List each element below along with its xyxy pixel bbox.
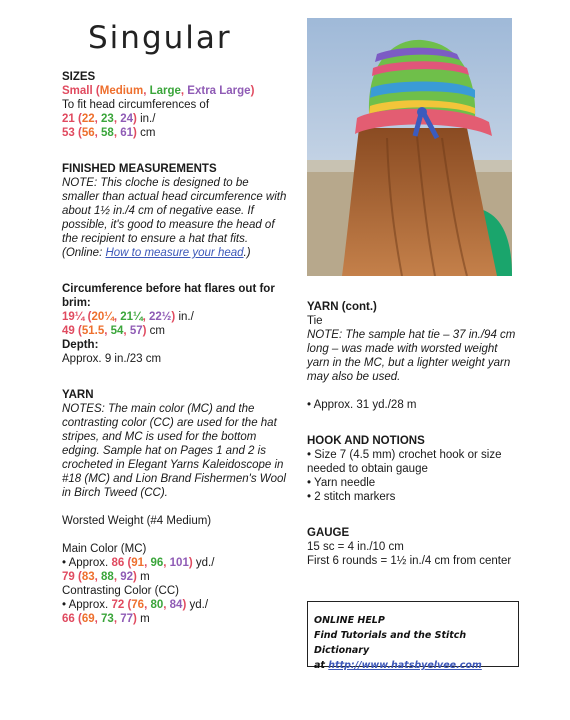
mc-meters: 79 (83, 88, 92) m	[62, 571, 150, 583]
circ-cm: 49 (51.5, 54, 57) cm	[62, 325, 165, 337]
cc-label: Contrasting Color (CC)	[62, 585, 179, 597]
cc-meters: 66 (69, 73, 77) m	[62, 613, 150, 625]
finished-heading: FINISHED MEASUREMENTS	[62, 163, 217, 175]
hook-item: • 2 stitch markers	[307, 491, 396, 503]
left-column	[62, 18, 287, 626]
finished-section	[62, 162, 287, 260]
depth-value: Approx. 9 in./23 cm	[62, 353, 162, 365]
circ-heading: Circumference before hat flares out for brim:	[62, 283, 275, 309]
tie-label: Tie	[307, 315, 323, 327]
yarn-weight: Worsted Weight (#4 Medium)	[62, 515, 212, 527]
measure-head-link[interactable]: How to measure your head	[105, 247, 244, 259]
gauge-line-1: 15 sc = 4 in./10 cm	[307, 541, 404, 553]
finished-note: NOTE: This cloche is designed to be smaller than actual head circumference with about 1½ in./4 cm of negative ease. If possible, it's good to measure the head of the recipient to ensure a hat that fits. (Online: How to measure your head.)	[62, 177, 287, 259]
circ-in: 19¼ (20¼, 21¼, 22½) in./	[62, 311, 194, 323]
sizes-section	[62, 70, 287, 140]
hook-section	[307, 434, 522, 504]
hook-heading: HOOK AND NOTIONS	[307, 435, 425, 447]
size-extra-large: Extra Large	[187, 85, 251, 97]
head-circ-cm: 53 (56, 58, 61) cm	[62, 127, 156, 139]
size-names: Small (Medium, Large, Extra Large)	[62, 85, 255, 97]
size-large: Large	[149, 85, 181, 97]
gauge-section	[307, 526, 522, 568]
sizes-heading: SIZES	[62, 71, 96, 83]
help-title: ONLINE HELP	[314, 615, 385, 626]
hat-photo	[307, 18, 512, 276]
gauge-line-2: First 6 rounds = 1½ in./4 cm from center	[307, 555, 512, 567]
online-help-box	[307, 601, 519, 671]
gauge-heading: GAUGE	[307, 527, 350, 539]
cc-yardage: • Approx. 72 (76, 80, 84) yd./	[62, 599, 209, 611]
hook-item: • Yarn needle	[307, 477, 376, 489]
head-circ-in: 21 (22, 23, 24) in./	[62, 113, 156, 125]
depth-heading: Depth:	[62, 339, 99, 351]
right-column	[307, 300, 522, 568]
help-url-link[interactable]: http://www.hatsbyelvee.com	[328, 660, 482, 671]
pattern-title: Singular	[88, 20, 232, 56]
help-url-line: at http://www.hatsbyelvee.com	[314, 660, 482, 671]
hat-photo-illustration	[307, 18, 512, 276]
yarn-section	[62, 388, 287, 626]
hook-item: • Size 7 (4.5 mm) crochet hook or size needed to obtain gauge	[307, 449, 502, 475]
mc-yardage: • Approx. 86 (91, 96, 101) yd./	[62, 557, 215, 569]
tie-approx: • Approx. 31 yd./28 m	[307, 399, 417, 411]
fit-text: To fit head circumferences of	[62, 99, 210, 111]
mc-label: Main Color (MC)	[62, 543, 147, 555]
yarn-notes: NOTES: The main color (MC) and the contrasting color (CC) are used for the hat stripes, and MC is used for the bottom edging. Sample hat on Pages 1 and 2 is crocheted in Elegant Yarns Kaleidoscope in #18 (MC) and Lion Brand Fishermen's Wool in Birch Tweed (CC).	[62, 403, 286, 499]
yarn-cont-heading: YARN (cont.)	[307, 301, 377, 313]
yarn-heading: YARN	[62, 389, 94, 401]
yarn-cont-section	[307, 300, 522, 412]
help-subtitle: Find Tutorials and the Stitch Dictionary	[314, 630, 467, 656]
size-medium: Medium	[99, 85, 144, 97]
size-small: Small	[62, 85, 93, 97]
tie-note: NOTE: The sample hat tie – 37 in./94 cm long – was made with worsted weight yarn in the MC, but a lighter weight yarn may also be used.	[307, 329, 516, 383]
circumference-section	[62, 282, 287, 366]
